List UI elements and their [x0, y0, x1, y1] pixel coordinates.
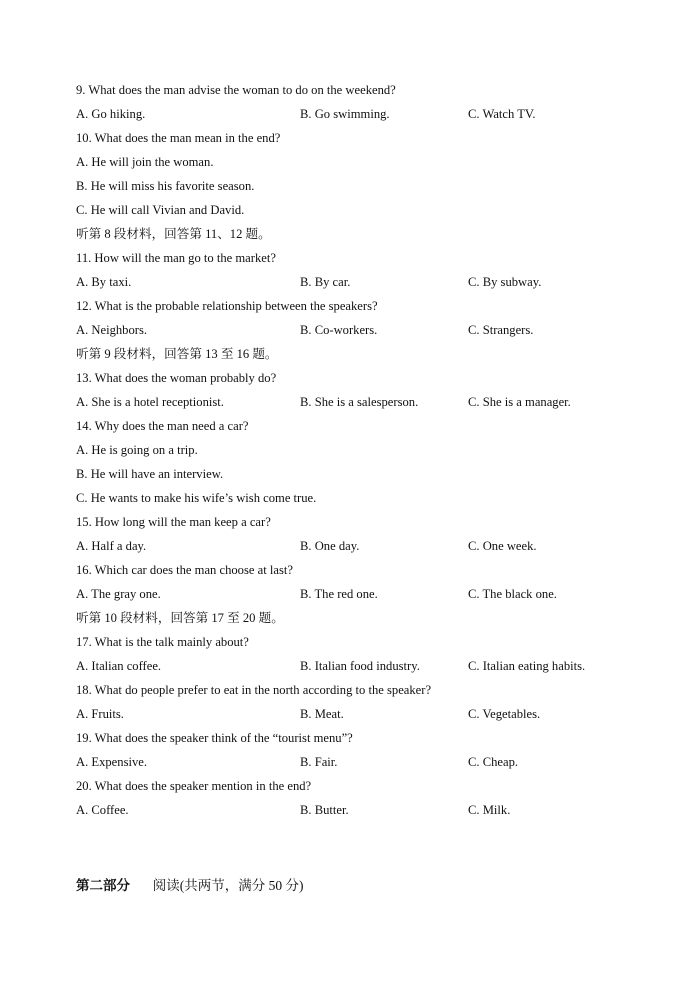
q13-option-c: C. She is a manager.: [468, 395, 571, 409]
section-9-instruction: 听第 9 段材料，回答第 13 至 16 题。: [76, 347, 278, 361]
q11-option-b: B. By car.: [300, 275, 351, 289]
q20-option-a: A. Coffee.: [76, 803, 129, 817]
q16-option-c: C. The black one.: [468, 587, 557, 601]
q20-option-b: B. Butter.: [300, 803, 349, 817]
q13-option-a: A. She is a hotel receptionist.: [76, 395, 224, 409]
question-13: 13. What does the woman probably do?: [76, 371, 277, 385]
q12-option-a: A. Neighbors.: [76, 323, 148, 337]
q18-option-b: B. Meat.: [300, 707, 344, 721]
part-2-heading: [76, 874, 304, 894]
question-10: 10. What does the man mean in the end?: [76, 131, 281, 145]
question-12: 12. What is the probable relationship between the speakers?: [76, 299, 378, 313]
q14-option-c: C. He wants to make his wife’s wish come true.: [76, 491, 317, 505]
section-10-instruction: 听第 10 段材料，回答第 17 至 20 题。: [76, 611, 284, 625]
question-18: 18. What do people prefer to eat in the north according to the speaker?: [76, 683, 432, 697]
question-9: 9. What does the man advise the woman to do on the weekend?: [76, 83, 396, 97]
q10-option-a: A. He will join the woman.: [76, 155, 214, 169]
question-16: 16. Which car does the man choose at last?: [76, 563, 293, 577]
q19-option-c: C. Cheap.: [468, 755, 519, 769]
q9-option-c: C. Watch TV.: [468, 107, 536, 121]
part-2-title: 第二部分: [76, 878, 130, 893]
question-20: 20. What does the speaker mention in the end?: [76, 779, 312, 793]
q20-option-c: C. Milk.: [468, 803, 511, 817]
q11-option-a: A. By taxi.: [76, 275, 132, 289]
question-15: 15. How long will the man keep a car?: [76, 515, 271, 529]
q15-option-a: A. Half a day.: [76, 539, 147, 553]
q10-option-c: C. He will call Vivian and David.: [76, 203, 245, 217]
q19-option-a: A. Expensive.: [76, 755, 147, 769]
q19-option-b: B. Fair.: [300, 755, 338, 769]
q12-option-b: B. Co-workers.: [300, 323, 378, 337]
q9-option-a: A. Go hiking.: [76, 107, 146, 121]
q10-option-b: B. He will miss his favorite season.: [76, 179, 255, 193]
question-14: 14. Why does the man need a car?: [76, 419, 249, 433]
q15-option-c: C. One week.: [468, 539, 537, 553]
q11-option-c: C. By subway.: [468, 275, 542, 289]
question-17: 17. What is the talk mainly about?: [76, 635, 249, 649]
q16-option-a: A. The gray one.: [76, 587, 161, 601]
q14-option-b: B. He will have an interview.: [76, 467, 224, 481]
q18-option-a: A. Fruits.: [76, 707, 124, 721]
question-19: 19. What does the speaker think of the “tourist menu”?: [76, 731, 353, 745]
part-2-subtitle: 阅读(共两节，满分 50 分): [152, 878, 304, 893]
q16-option-b: B. The red one.: [300, 587, 378, 601]
question-11: 11. How will the man go to the market?: [76, 251, 276, 265]
q9-option-b: B. Go swimming.: [300, 107, 390, 121]
q12-option-c: C. Strangers.: [468, 323, 534, 337]
q14-option-a: A. He is going on a trip.: [76, 443, 198, 457]
section-8-instruction: 听第 8 段材料，回答第 11、12 题。: [76, 227, 271, 241]
q15-option-b: B. One day.: [300, 539, 360, 553]
q17-option-c: C. Italian eating habits.: [468, 659, 586, 673]
q18-option-c: C. Vegetables.: [468, 707, 541, 721]
q17-option-b: B. Italian food industry.: [300, 659, 420, 673]
q13-option-b: B. She is a salesperson.: [300, 395, 419, 409]
q17-option-a: A. Italian coffee.: [76, 659, 162, 673]
